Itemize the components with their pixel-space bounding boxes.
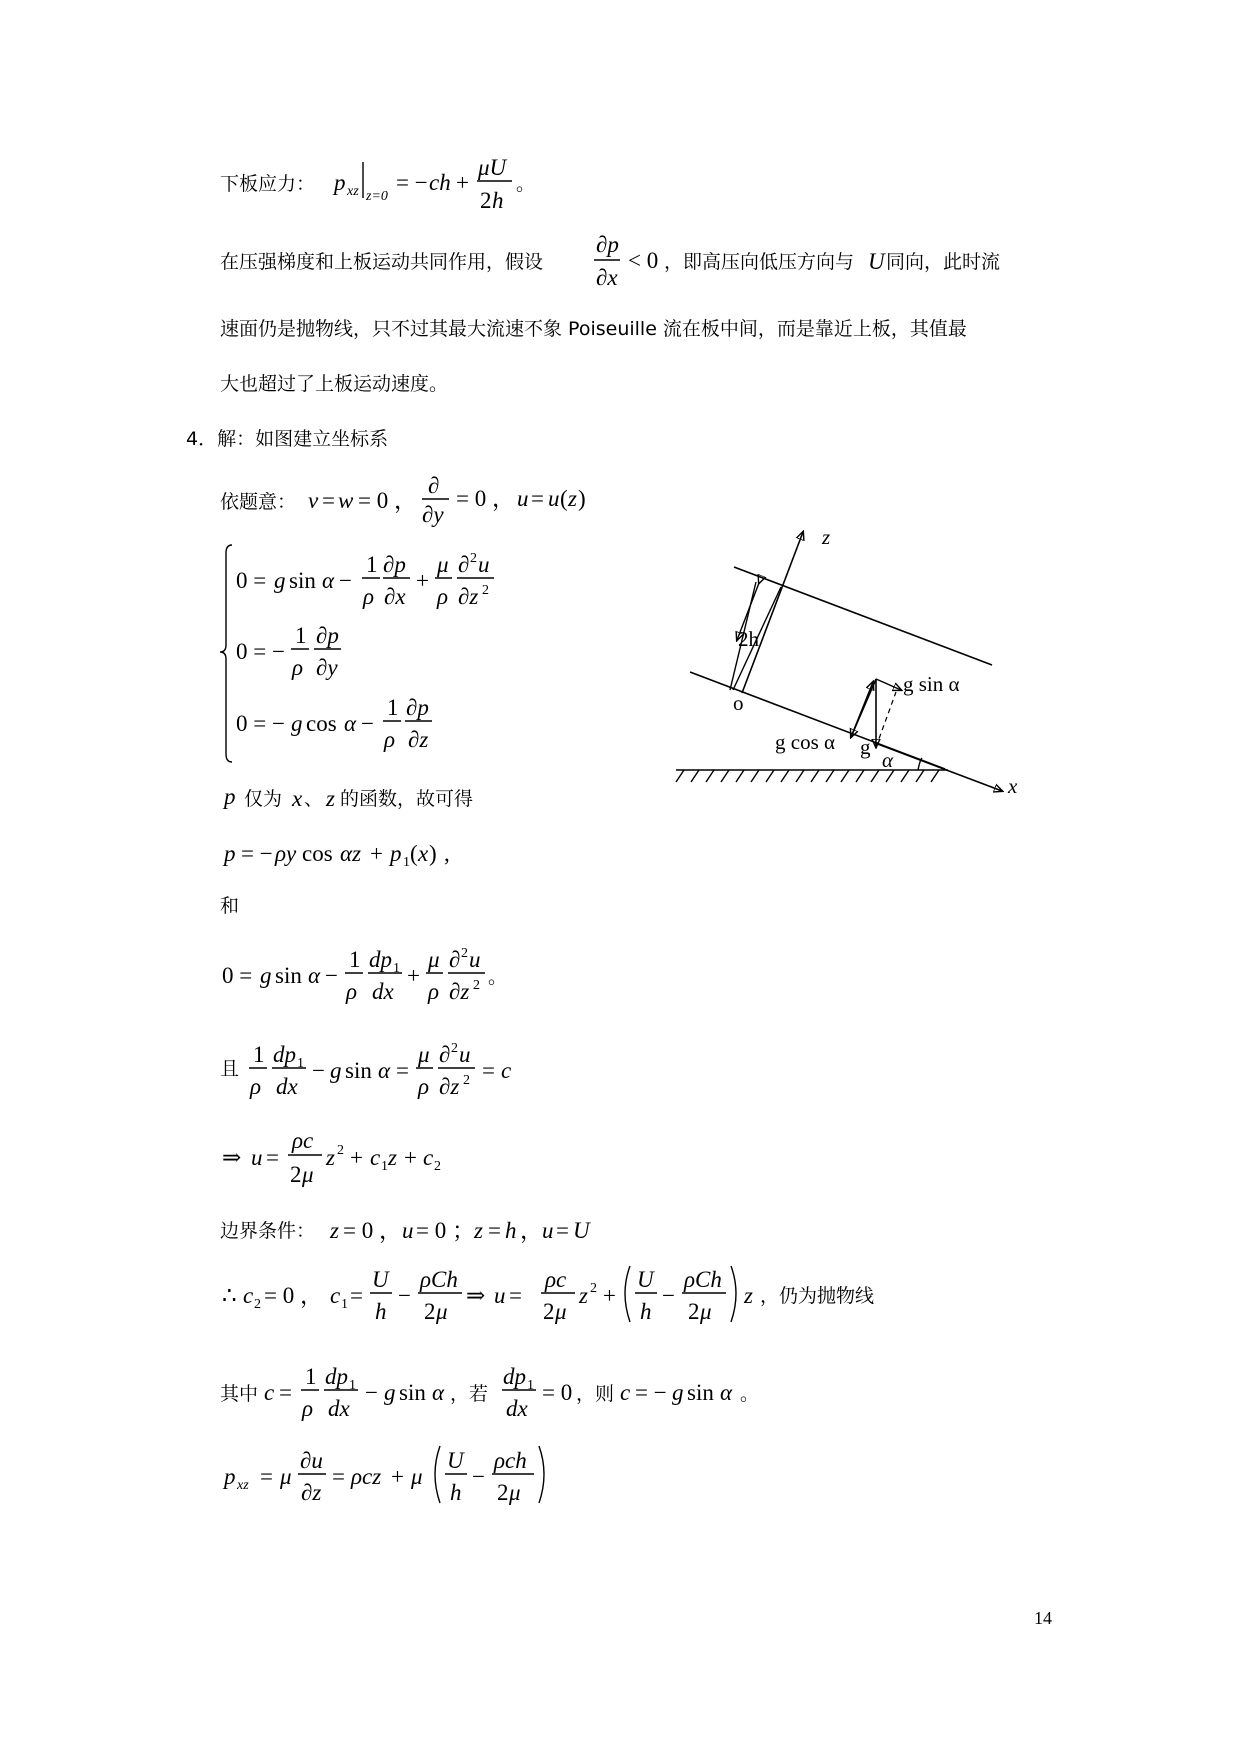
svg-text:=: = xyxy=(556,1218,569,1243)
svg-text:c: c xyxy=(423,1145,434,1170)
svg-text:2: 2 xyxy=(337,1143,344,1158)
svg-text:sin: sin xyxy=(275,963,302,988)
svg-text:α: α xyxy=(344,711,357,736)
svg-text:∂z: ∂z xyxy=(408,727,429,752)
solution-4-heading: 4．解：如图建立坐标系 xyxy=(186,428,389,450)
x-axis-label: x xyxy=(1008,774,1018,798)
svg-text:μU: μU xyxy=(478,155,507,180)
qie-label: 且 xyxy=(220,1058,240,1080)
svg-text:,: , xyxy=(444,841,450,866)
svg-text:0 = −: 0 = − xyxy=(236,711,285,736)
svg-text:2: 2 xyxy=(254,1297,261,1312)
svg-text:1: 1 xyxy=(253,1042,265,1067)
svg-text:，: ， xyxy=(520,1218,543,1243)
svg-text:g: g xyxy=(291,711,303,736)
svg-text:u: u xyxy=(548,486,560,511)
svg-text:1: 1 xyxy=(381,1159,388,1174)
svg-text:1: 1 xyxy=(349,947,361,972)
lower-plate-end: 。 xyxy=(516,173,536,195)
still-parabola-text: ，仍为抛物线 xyxy=(760,1285,875,1307)
svg-text:0 =: 0 = xyxy=(236,568,267,593)
svg-text:x: x xyxy=(418,841,429,866)
svg-text:dp: dp xyxy=(503,1364,526,1389)
svg-text:∂: ∂ xyxy=(458,552,470,577)
svg-text:z: z xyxy=(744,1283,753,1308)
svg-text:1: 1 xyxy=(295,623,307,648)
para1-part-c: 同向，此时流 xyxy=(886,251,1001,273)
svg-text:+: + xyxy=(603,1283,616,1308)
x-axis-arrow xyxy=(875,743,1002,791)
svg-text:1: 1 xyxy=(387,695,399,720)
para2: 速面仍是抛物线，只不过其最大流速不象 Poiseuille 流在板中间，而是靠近上板，其值最 xyxy=(220,318,967,340)
svg-text:−: − xyxy=(361,711,374,736)
svg-text:< 0: < 0 xyxy=(628,248,659,273)
svg-text:): ) xyxy=(429,841,437,866)
svg-text:−: − xyxy=(339,568,352,593)
svg-text:ch: ch xyxy=(429,170,451,195)
svg-text:(: ( xyxy=(410,841,418,866)
then-label: ，则 xyxy=(576,1383,615,1405)
svg-text:2: 2 xyxy=(482,583,489,598)
velocity-U-symbol: U xyxy=(868,249,885,274)
svg-text:g: g xyxy=(384,1380,396,1405)
svg-text:1: 1 xyxy=(297,1056,304,1071)
svg-text:dx: dx xyxy=(328,1396,350,1421)
only-func-a: 仅为 xyxy=(244,788,283,810)
svg-text:U: U xyxy=(637,1267,654,1292)
where-label: 其中 xyxy=(220,1383,259,1405)
svg-text:∂z: ∂z xyxy=(439,1074,460,1099)
svg-text:dp: dp xyxy=(325,1364,348,1389)
svg-text:2: 2 xyxy=(463,1073,470,1088)
svg-text:=: = xyxy=(488,1218,501,1243)
svg-text:=: = xyxy=(322,488,335,513)
svg-text:h: h xyxy=(505,1218,517,1243)
svg-text:∂p: ∂p xyxy=(383,552,406,577)
height-label: 2h xyxy=(738,627,759,651)
svg-text:2: 2 xyxy=(451,1041,458,1056)
upper-plate-line xyxy=(734,567,992,665)
svg-text:p: p xyxy=(390,841,402,866)
svg-text:ρCh: ρCh xyxy=(420,1267,458,1292)
svg-text:z: z xyxy=(388,1145,397,1170)
svg-text:= −: = − xyxy=(635,1380,667,1405)
svg-text:z: z xyxy=(568,486,577,511)
svg-text:= 0: = 0 xyxy=(542,1380,573,1405)
svg-text:u: u xyxy=(459,1042,471,1067)
svg-text:μ: μ xyxy=(509,1480,521,1505)
svg-text:α: α xyxy=(322,568,335,593)
svg-text:。: 。 xyxy=(488,966,508,988)
svg-text:=: = xyxy=(266,1145,279,1170)
svg-text:−: − xyxy=(662,1283,675,1308)
g-cos-label: g cos α xyxy=(775,730,835,754)
svg-text:ρ: ρ xyxy=(384,727,396,752)
svg-text:xz: xz xyxy=(237,1478,249,1493)
svg-text:2: 2 xyxy=(470,551,477,566)
svg-text:U: U xyxy=(372,1267,389,1292)
svg-text:u: u xyxy=(469,947,481,972)
svg-text:α: α xyxy=(308,963,321,988)
svg-text:= 0 ，: = 0 ， xyxy=(264,1283,323,1308)
svg-text:g: g xyxy=(330,1058,342,1083)
svg-text:c: c xyxy=(620,1380,631,1405)
svg-text:1: 1 xyxy=(403,855,410,870)
svg-text:dp: dp xyxy=(369,947,392,972)
svg-text:ρ: ρ xyxy=(346,979,358,1004)
svg-text:z: z xyxy=(579,1283,588,1308)
svg-text:u: u xyxy=(251,1145,263,1170)
svg-text:u: u xyxy=(478,552,490,577)
svg-text:0 =: 0 = xyxy=(222,963,253,988)
svg-text:μ: μ xyxy=(280,1464,292,1489)
svg-text:2: 2 xyxy=(497,1480,509,1505)
svg-text:2: 2 xyxy=(590,1281,597,1296)
boundary-label: 边界条件： xyxy=(220,1220,316,1242)
svg-text:c: c xyxy=(264,1380,275,1405)
svg-text:1: 1 xyxy=(305,1364,317,1389)
svg-text:g: g xyxy=(274,568,286,593)
svg-text:∂: ∂ xyxy=(439,1042,451,1067)
svg-text:2: 2 xyxy=(688,1299,700,1324)
svg-text:1: 1 xyxy=(349,1378,356,1393)
svg-text:2: 2 xyxy=(424,1299,436,1324)
svg-text:∂p: ∂p xyxy=(596,232,619,257)
svg-text:+: + xyxy=(404,1145,417,1170)
svg-text:∂u: ∂u xyxy=(300,1448,323,1473)
svg-text:1: 1 xyxy=(366,552,378,577)
svg-text:μ: μ xyxy=(437,552,449,577)
svg-text:=: = xyxy=(509,1283,522,1308)
svg-text:ρ: ρ xyxy=(292,655,304,680)
svg-text:cos: cos xyxy=(302,841,333,866)
svg-text:(: ( xyxy=(560,486,568,511)
svg-text:ρch: ρch xyxy=(494,1448,527,1473)
svg-text:U: U xyxy=(447,1448,464,1473)
svg-text:−: − xyxy=(325,963,338,988)
separator: 、 xyxy=(304,788,324,810)
z-axis-arrow xyxy=(742,532,803,693)
g-label: g xyxy=(860,735,871,759)
svg-text:=: = xyxy=(332,1464,345,1489)
svg-text:v: v xyxy=(308,488,319,513)
svg-text:μ: μ xyxy=(418,1042,430,1067)
svg-text:μ: μ xyxy=(411,1464,423,1489)
svg-text:xz: xz xyxy=(347,184,359,199)
svg-text:ρ: ρ xyxy=(418,1074,430,1099)
z-variable: z xyxy=(326,786,335,811)
svg-text:h: h xyxy=(640,1299,652,1324)
svg-text:1: 1 xyxy=(393,961,400,976)
svg-text:p: p xyxy=(224,841,236,866)
svg-text:ρy: ρy xyxy=(275,841,297,866)
svg-text:∂: ∂ xyxy=(449,947,461,972)
svg-text:2: 2 xyxy=(290,1162,302,1187)
svg-text:z: z xyxy=(330,1218,339,1243)
svg-text:⇒: ⇒ xyxy=(466,1283,486,1308)
svg-text:ρCh: ρCh xyxy=(684,1267,722,1292)
svg-text:+: + xyxy=(350,1145,363,1170)
svg-text:= 0 ；: = 0 ； xyxy=(416,1218,475,1243)
svg-text:2: 2 xyxy=(461,946,468,961)
svg-text:1: 1 xyxy=(527,1378,534,1393)
svg-text:α: α xyxy=(720,1380,733,1405)
and-label: 和 xyxy=(220,895,240,917)
svg-text:−: − xyxy=(472,1464,485,1489)
svg-text:ρ: ρ xyxy=(250,1074,262,1099)
svg-text:c: c xyxy=(370,1145,381,1170)
svg-text:∴: ∴ xyxy=(222,1283,237,1308)
z-axis-label: z xyxy=(822,525,831,549)
svg-text:∂z: ∂z xyxy=(301,1480,322,1505)
svg-text:sin: sin xyxy=(345,1058,372,1083)
svg-text:ρcz: ρcz xyxy=(351,1464,382,1489)
svg-text:z=0: z=0 xyxy=(366,189,388,204)
svg-text:μ: μ xyxy=(428,947,440,972)
para3: 大也超过了上板运动速度。 xyxy=(220,373,449,395)
svg-text:2: 2 xyxy=(434,1159,441,1174)
svg-text:): ) xyxy=(578,486,586,511)
svg-text:u: u xyxy=(494,1283,506,1308)
svg-text:+: + xyxy=(416,568,429,593)
alpha-label: α xyxy=(882,748,894,772)
svg-text:sin: sin xyxy=(687,1380,714,1405)
svg-text:+: + xyxy=(370,841,383,866)
svg-text:c: c xyxy=(501,1058,512,1083)
svg-text:2: 2 xyxy=(543,1299,555,1324)
svg-text:p: p xyxy=(224,1464,236,1489)
svg-text:w: w xyxy=(338,488,354,513)
if-label: ，若 xyxy=(450,1383,489,1405)
svg-text:=: = xyxy=(482,1058,495,1083)
x-variable: x xyxy=(292,786,303,811)
svg-text:g: g xyxy=(672,1380,684,1405)
svg-text:∂: ∂ xyxy=(428,473,440,498)
svg-text:z: z xyxy=(474,1218,483,1243)
svg-text:μ: μ xyxy=(436,1299,448,1324)
svg-text:0 = −: 0 = − xyxy=(236,639,285,664)
svg-text:ρ: ρ xyxy=(437,584,449,609)
svg-text:∂z: ∂z xyxy=(458,584,479,609)
svg-text:z: z xyxy=(326,1145,335,1170)
svg-text:μ: μ xyxy=(302,1162,314,1187)
p-variable: p xyxy=(224,784,236,809)
svg-text:=: = xyxy=(260,1464,273,1489)
svg-text:u: u xyxy=(402,1218,414,1243)
svg-text:⇒: ⇒ xyxy=(222,1145,242,1170)
only-func-b: 的函数，故可得 xyxy=(340,788,474,810)
svg-text:−: − xyxy=(398,1283,411,1308)
svg-text:c: c xyxy=(330,1283,341,1308)
svg-text:u: u xyxy=(517,486,529,511)
svg-text:+: + xyxy=(391,1464,404,1489)
svg-text:dp: dp xyxy=(273,1042,296,1067)
para1-part-b: ，即高压向低压方向与 xyxy=(664,251,855,273)
svg-text:c: c xyxy=(243,1283,254,1308)
svg-text:cos: cos xyxy=(306,711,337,736)
svg-text:μ: μ xyxy=(700,1299,712,1324)
svg-text:h: h xyxy=(492,188,504,213)
origin-label: o xyxy=(733,691,744,715)
svg-text:∂x: ∂x xyxy=(384,584,406,609)
svg-text:dx: dx xyxy=(372,979,394,1004)
svg-text:ρ: ρ xyxy=(428,979,440,1004)
yiti-label: 依题意： xyxy=(220,491,297,513)
svg-text:+: + xyxy=(407,963,420,988)
svg-text:= 0 ，: = 0 ， xyxy=(456,486,515,511)
para1-part-a: 在压强梯度和上板运动共同作用，假设 xyxy=(220,251,544,273)
svg-text:= −: = − xyxy=(241,841,273,866)
svg-text:∂z: ∂z xyxy=(449,979,470,1004)
svg-text:h: h xyxy=(375,1299,387,1324)
svg-text:α: α xyxy=(432,1380,445,1405)
svg-text:= −: = − xyxy=(396,170,428,195)
svg-text:sin: sin xyxy=(399,1380,426,1405)
svg-text:sin: sin xyxy=(289,568,316,593)
svg-text:∂y: ∂y xyxy=(316,655,338,680)
svg-text:−: − xyxy=(312,1058,325,1083)
svg-text:g: g xyxy=(260,963,272,988)
svg-text:=: = xyxy=(531,486,544,511)
ground-hatching xyxy=(676,770,948,782)
svg-text:ρ: ρ xyxy=(363,584,375,609)
svg-text:μ: μ xyxy=(555,1299,567,1324)
end-dot: 。 xyxy=(740,1383,760,1405)
svg-text:ρc: ρc xyxy=(292,1128,314,1153)
svg-text:dx: dx xyxy=(506,1396,528,1421)
svg-text:ρ: ρ xyxy=(302,1396,314,1421)
svg-text:ρc: ρc xyxy=(545,1267,567,1292)
svg-text:=: = xyxy=(396,1058,409,1083)
svg-text:= 0 ，: = 0 ， xyxy=(343,1218,402,1243)
page-number: 14 xyxy=(1034,1608,1052,1628)
svg-text:1: 1 xyxy=(341,1297,348,1312)
svg-text:∂y: ∂y xyxy=(422,502,444,527)
svg-text:+: + xyxy=(456,170,469,195)
svg-text:U: U xyxy=(573,1218,590,1243)
lower-plate-label: 下板应力： xyxy=(220,173,316,195)
g-sin-label: g sin α xyxy=(903,672,960,696)
svg-text:2: 2 xyxy=(480,188,492,213)
svg-text:=: = xyxy=(279,1380,292,1405)
svg-text:∂x: ∂x xyxy=(596,265,618,290)
svg-text:−: − xyxy=(365,1380,378,1405)
svg-text:u: u xyxy=(542,1218,554,1243)
svg-text:= 0 ，: = 0 ， xyxy=(358,488,417,513)
svg-text:=: = xyxy=(350,1283,363,1308)
svg-text:2: 2 xyxy=(473,978,480,993)
svg-text:∂p: ∂p xyxy=(316,623,339,648)
svg-text:h: h xyxy=(450,1480,462,1505)
svg-text:dx: dx xyxy=(276,1074,298,1099)
svg-text:∂p: ∂p xyxy=(406,695,429,720)
svg-text:p: p xyxy=(334,170,346,195)
svg-text:α: α xyxy=(378,1058,391,1083)
svg-text:αz: αz xyxy=(340,841,362,866)
